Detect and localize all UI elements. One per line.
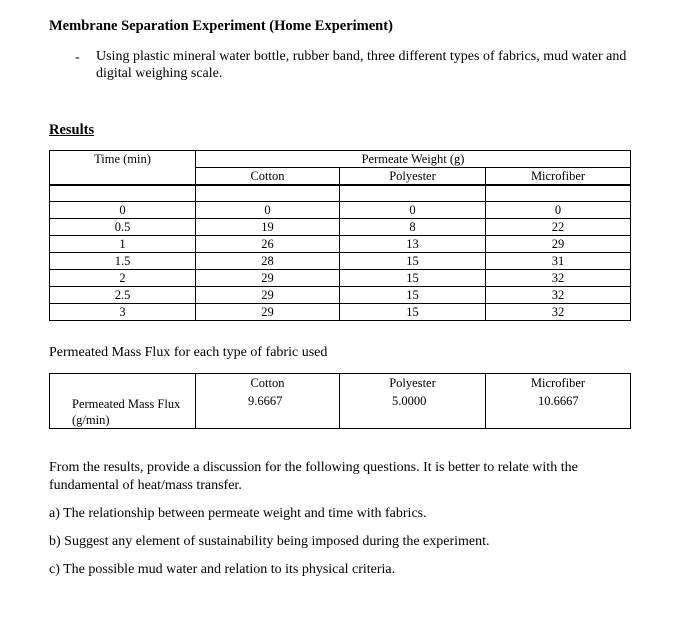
flux-caption: Permeated Mass Flux for each type of fabric used: [49, 345, 328, 360]
cotton-cell: 0: [196, 202, 340, 219]
time-cell: 2: [50, 270, 196, 287]
cotton-cell: 28: [196, 253, 340, 270]
col-header-microfiber: Microfiber: [486, 168, 631, 186]
flux-value-cotton: 9.6667: [196, 394, 340, 429]
time-cell: 0: [50, 202, 196, 219]
time-cell: 3: [50, 304, 196, 321]
question-b: b) Suggest any element of sustainability being imposed during the experiment.: [49, 534, 490, 549]
table-row: [50, 270, 631, 287]
table-row: [50, 236, 631, 253]
permeate-weight-table: [49, 150, 631, 321]
polyester-cell: 13: [340, 236, 486, 253]
flux-value-microfiber: 10.6667: [486, 394, 631, 429]
cotton-cell: 26: [196, 236, 340, 253]
polyester-cell: 15: [340, 304, 486, 321]
col-header-polyester: Polyester: [340, 168, 486, 186]
time-header: Time (min): [50, 151, 196, 186]
bullet-dash: -: [75, 50, 80, 65]
document-title: Membrane Separation Experiment (Home Experiment): [49, 18, 393, 34]
polyester-cell: 15: [340, 270, 486, 287]
flux-header-microfiber: Microfiber: [486, 374, 631, 394]
table-row: [50, 253, 631, 270]
cotton-cell: 29: [196, 287, 340, 304]
cotton-cell: 29: [196, 270, 340, 287]
mass-flux-table: [49, 373, 631, 429]
permeate-weight-header: Permeate Weight (g): [196, 151, 631, 168]
polyester-cell: 0: [340, 202, 486, 219]
discussion-paragraph: From the results, provide a discussion for the following questions. It is better to relate with the fundamental of heat/mass transfer.: [49, 460, 578, 493]
results-heading: Results: [49, 122, 95, 138]
microfiber-cell: 22: [486, 219, 631, 236]
cotton-cell: 29: [196, 304, 340, 321]
microfiber-cell: 32: [486, 287, 631, 304]
microfiber-cell: 32: [486, 270, 631, 287]
microfiber-cell: 0: [486, 202, 631, 219]
polyester-cell: 8: [340, 219, 486, 236]
table-row: [50, 202, 631, 219]
question-a: a) The relationship between permeate weight and time with fabrics.: [49, 506, 427, 521]
microfiber-cell: 29: [486, 236, 631, 253]
time-cell: 0.5: [50, 219, 196, 236]
flux-header-cotton: Cotton: [196, 374, 340, 394]
flux-header-polyester: Polyester: [340, 374, 486, 394]
microfiber-cell: 31: [486, 253, 631, 270]
time-cell: 1.5: [50, 253, 196, 270]
question-c: c) The possible mud water and relation to its physical criteria.: [49, 562, 396, 577]
cotton-cell: 19: [196, 219, 340, 236]
polyester-cell: 15: [340, 287, 486, 304]
table-row: [50, 219, 631, 236]
table-row: [50, 304, 631, 321]
time-cell: 2.5: [50, 287, 196, 304]
flux-value-polyester: 5.0000: [340, 394, 486, 429]
materials-bullet: Using plastic mineral water bottle, rubber band, three different types of fabrics, mud water and digital weighing scale.: [96, 49, 627, 81]
table-row: [50, 287, 631, 304]
microfiber-cell: 32: [486, 304, 631, 321]
polyester-cell: 15: [340, 253, 486, 270]
col-header-cotton: Cotton: [196, 168, 340, 186]
time-cell: 1: [50, 236, 196, 253]
flux-row-label: Permeated Mass Flux (g/min): [50, 374, 196, 429]
